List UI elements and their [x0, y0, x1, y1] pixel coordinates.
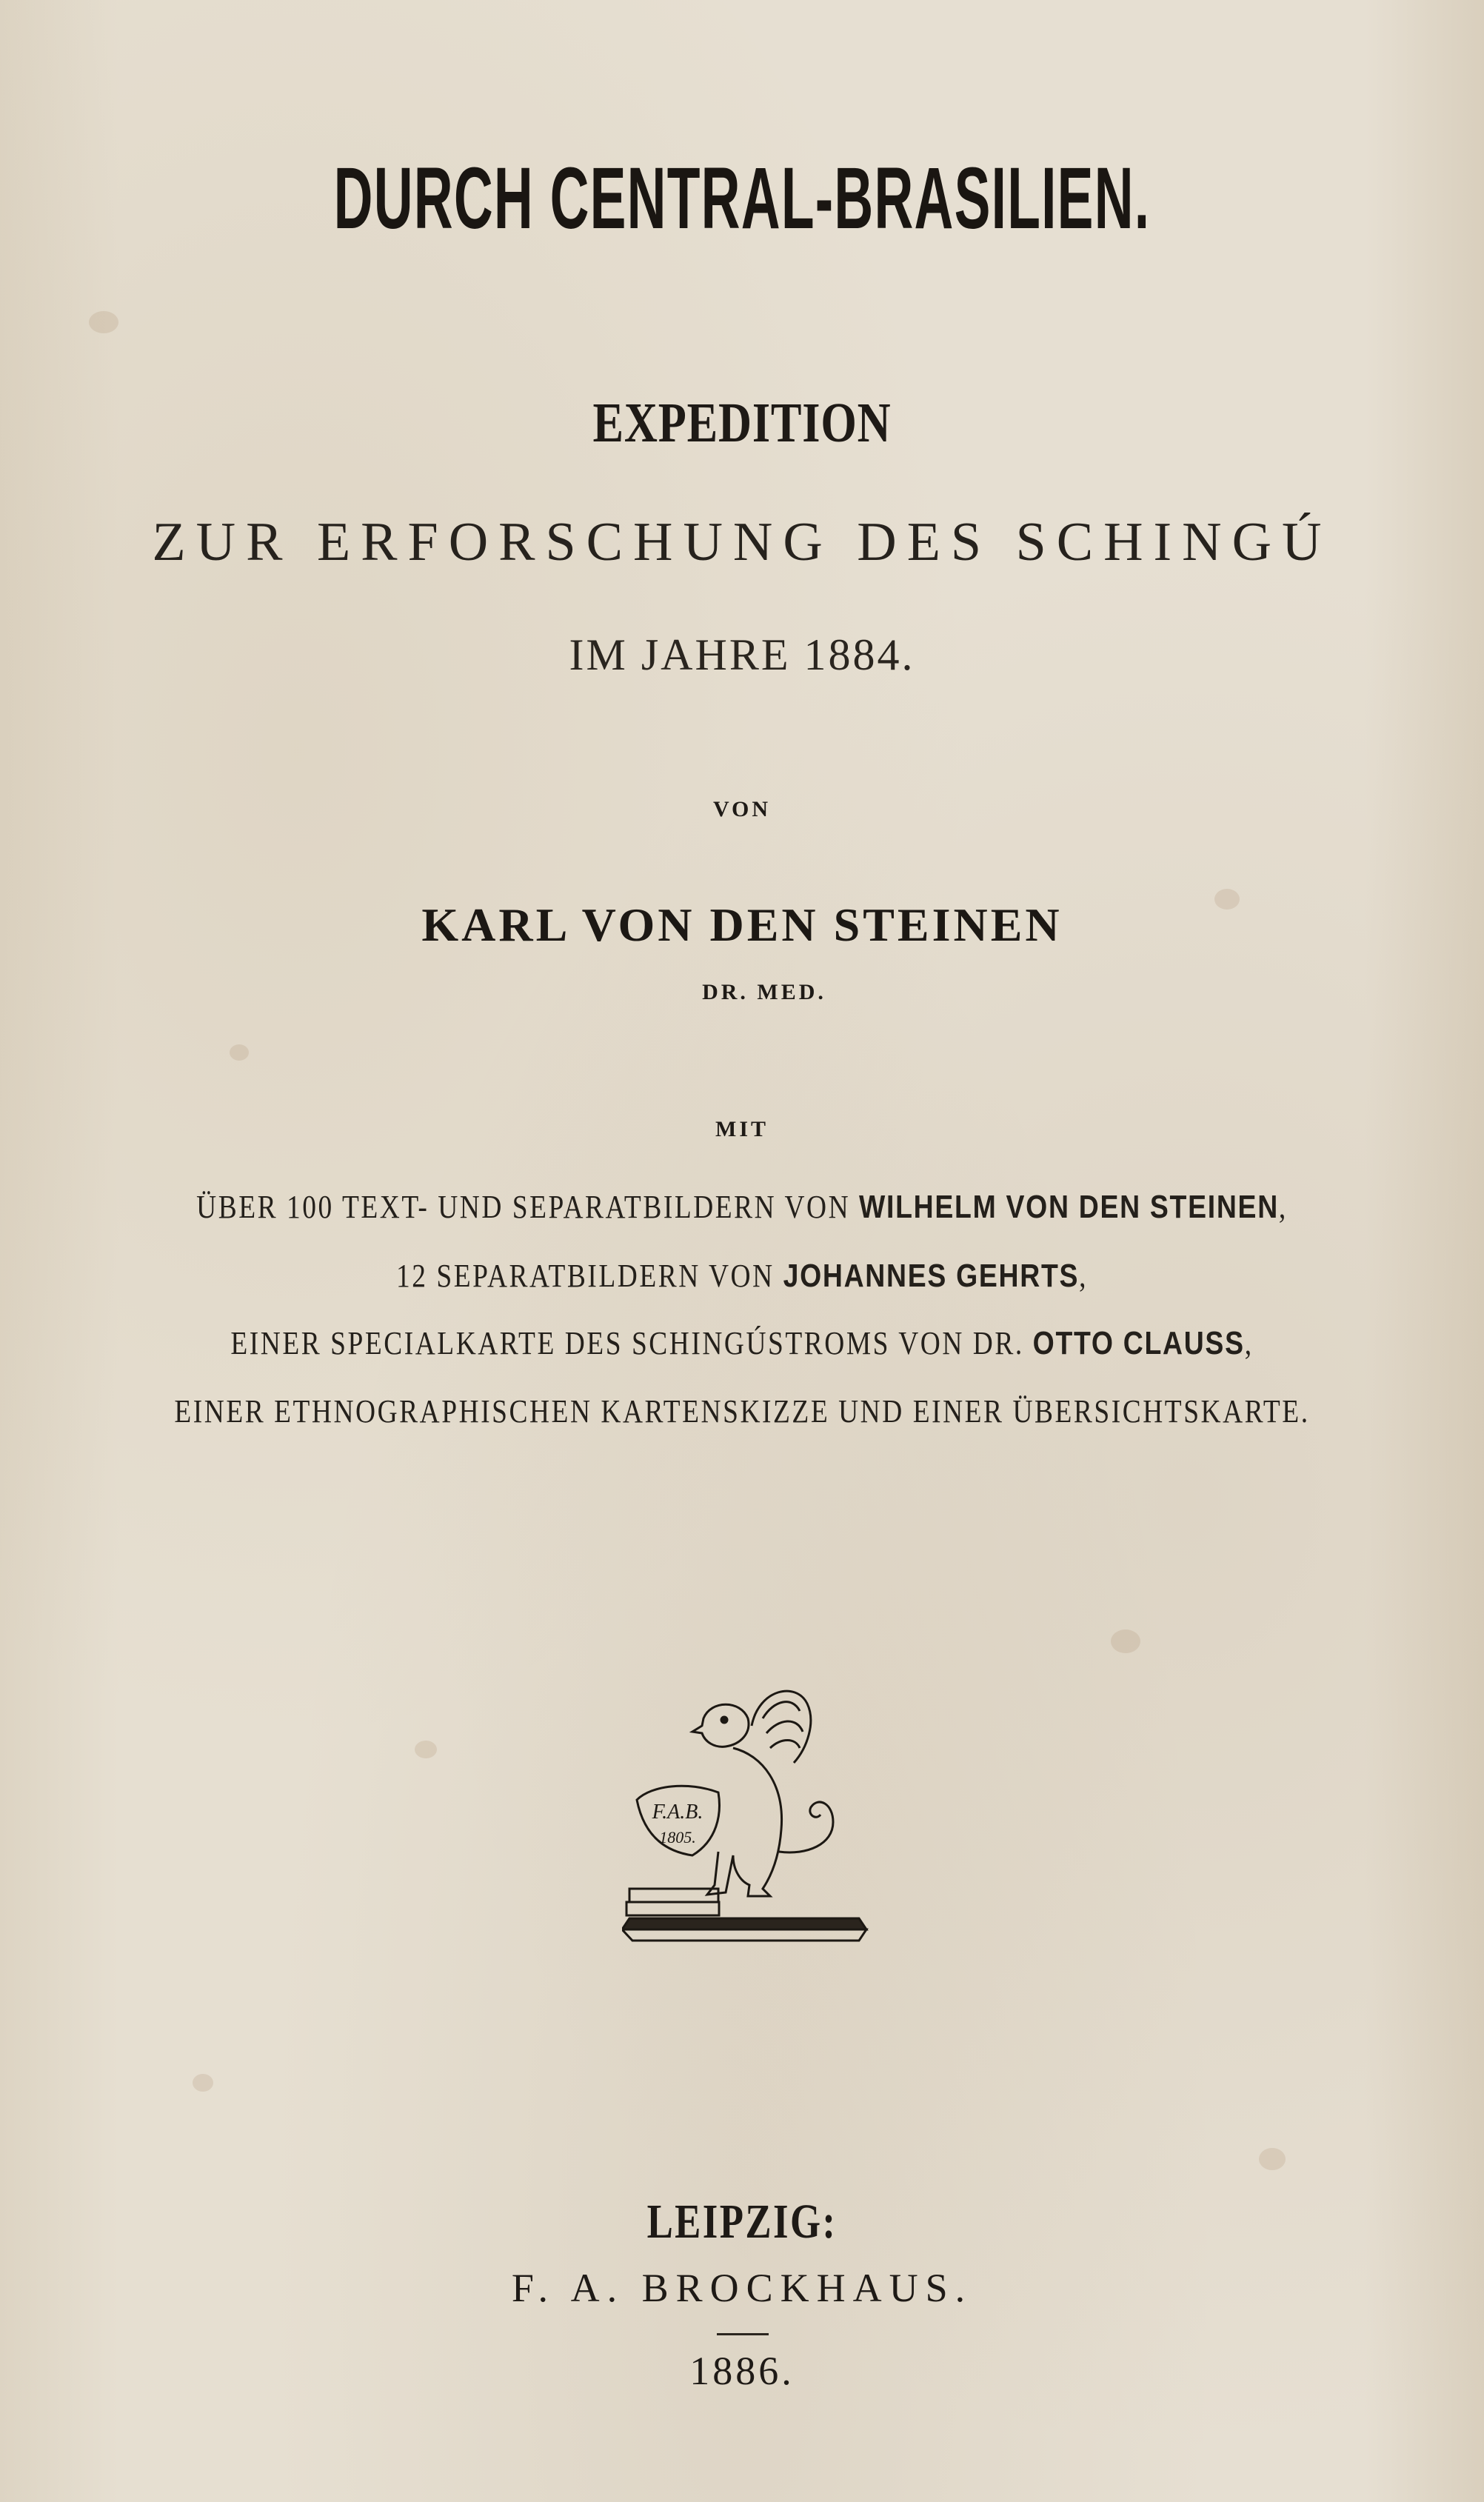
shield-monogram: F.A.B.: [652, 1801, 703, 1824]
credit-name: WILHELM VON DEN STEINEN: [859, 1189, 1279, 1225]
foxing-spot: [1259, 2148, 1286, 2170]
foxing-spot: [89, 311, 118, 333]
griffin-eye: [721, 1717, 727, 1723]
credit-line: [111, 1324, 1372, 1362]
plinth: [622, 1918, 866, 1929]
author-degree: DR. MED.: [702, 980, 826, 1004]
publisher-griffin-vignette: [622, 1674, 881, 1955]
foxing-spot: [193, 2074, 213, 2092]
author-name: KARL VON DEN STEINEN: [421, 898, 1063, 951]
subtitle-exploration: ZUR ERFORSCHUNG DES SCHINGÚ: [152, 512, 1332, 573]
credit-name: OTTO CLAUSS: [1032, 1325, 1245, 1361]
shield-year: 1805.: [659, 1828, 696, 1847]
with-label: MIT: [715, 1117, 769, 1141]
credit-line: [111, 1257, 1372, 1295]
subtitle-expedition: EXPEDITION: [592, 392, 892, 454]
griffin-wing-feather: [766, 1721, 803, 1733]
credit-name: JOHANNES GEHRTS: [783, 1258, 1080, 1294]
by-label: VON: [712, 797, 772, 821]
plinth-base: [622, 1929, 866, 1941]
griffin-wing-feather: [763, 1702, 800, 1718]
book-stack: [626, 1902, 719, 1915]
imprint-city: LEIPZIG:: [646, 2195, 838, 2249]
subtitle-year: IM JAHRE 1884.: [569, 630, 915, 679]
foxing-spot: [415, 1741, 437, 1758]
credit-text: EINER ETHNOGRAPHISCHEN KARTENSKIZZE UND EINER ÜBERSICHTSKARTE.: [174, 1393, 1310, 1430]
foxing-spot: [1111, 1629, 1140, 1653]
book-stack: [629, 1889, 718, 1902]
imprint-rule: [717, 2333, 769, 2335]
credit-text: ÜBER 100 TEXT- UND SEPARATBILDERN VON: [196, 1189, 860, 1225]
imprint-year: 1886.: [689, 2349, 795, 2393]
griffin-wing-feather: [770, 1741, 800, 1749]
credit-tail: ,: [1278, 1189, 1288, 1225]
credit-tail: ,: [1079, 1258, 1089, 1294]
foxing-spot: [230, 1044, 249, 1061]
credit-text: EINER SPECIALKARTE DES SCHINGÚSTROMS VON DR.: [230, 1325, 1033, 1361]
book-title: DURCH CENTRAL-BRASILIEN.: [333, 150, 1151, 247]
credit-text: 12 SEPARATBILDERN VON: [395, 1258, 783, 1294]
griffin-tail: [779, 1802, 833, 1852]
imprint-publisher: F. A. BROCKHAUS.: [511, 2266, 973, 2310]
credit-line: [111, 1188, 1372, 1226]
griffin-head: [692, 1704, 749, 1747]
credit-line: [111, 1392, 1372, 1430]
credit-tail: ,: [1244, 1325, 1254, 1361]
